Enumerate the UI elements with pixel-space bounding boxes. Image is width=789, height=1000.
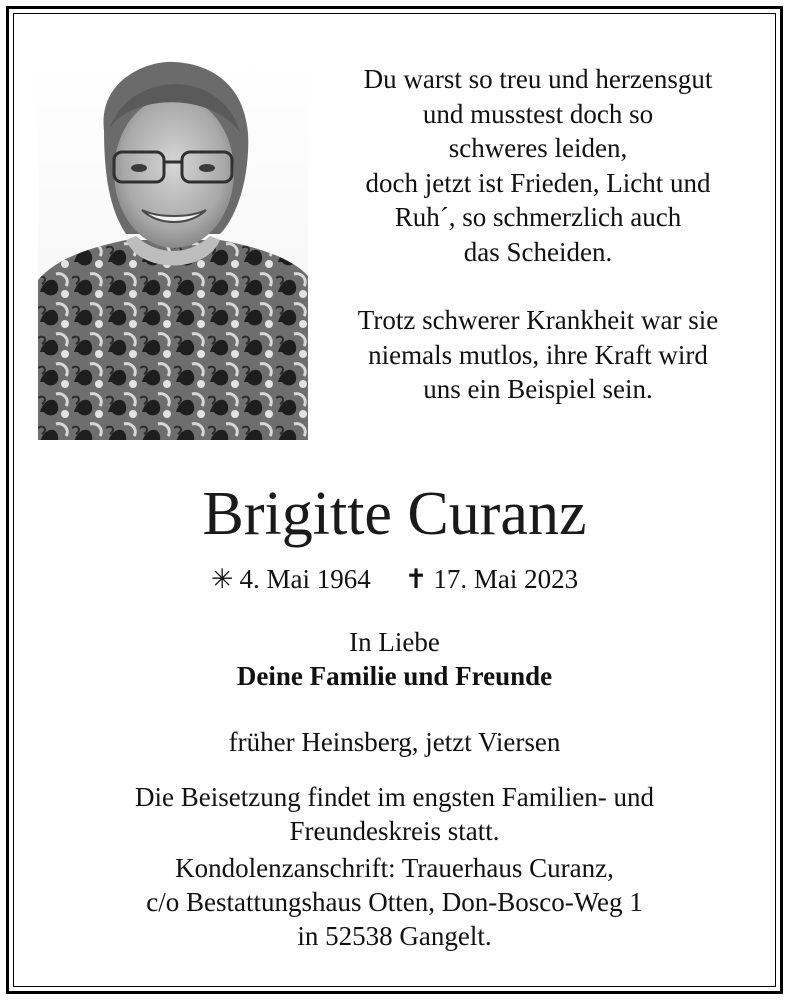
- poem-line: Ruh´, so schmerzlich auch: [394, 202, 682, 232]
- origin-text: [0, 725, 789, 759]
- address-line: in 52538 Gangelt.: [297, 921, 492, 951]
- poem-line: schweres leiden,: [448, 133, 628, 163]
- portrait-photo-icon: [38, 60, 308, 440]
- funeral-line: Freundeskreis statt.: [289, 816, 500, 846]
- poem-line: und musstest doch so: [422, 98, 654, 129]
- deceased-name: Brigitte Curanz: [202, 480, 587, 548]
- funeral-line: Die Beisetzung findet im engsten Familien- und: [135, 782, 654, 812]
- origin-line: früher Heinsberg, jetzt Viersen: [228, 727, 561, 757]
- birth-date: 4. Mai 1964: [239, 564, 371, 594]
- portrait-photo: [38, 60, 308, 440]
- life-dates: [0, 562, 789, 596]
- address-line: c/o Bestattungshaus Otten, Don-Bosco-Weg 1: [146, 887, 643, 917]
- poem-line: Trotz schwerer Krankheit war sie: [357, 305, 719, 335]
- poem-line: Du warst so treu und herzensgut: [363, 64, 713, 94]
- funeral-notice: [0, 780, 789, 848]
- poem-line: das Scheiden.: [463, 236, 613, 267]
- condolence-address: [0, 851, 789, 953]
- poem-line: doch jetzt ist Frieden, Licht und: [365, 167, 711, 198]
- signature-family: Deine Familie und Freunde: [236, 661, 553, 691]
- poem: [318, 62, 758, 407]
- death-date: 17. Mai 2023: [433, 564, 579, 594]
- poem-stanza-1: [318, 62, 758, 269]
- death-cross-icon: ✝: [404, 564, 428, 594]
- poem-line: niemals mutlos, ihre Kraft wird: [368, 339, 708, 370]
- poem-line: uns ein Beispiel sein.: [423, 374, 653, 404]
- birth-star-icon: ✳: [210, 564, 234, 594]
- signature: [0, 625, 789, 693]
- address-line: Kondolenzanschrift: Trauerhaus Curanz,: [175, 853, 614, 883]
- signature-intro: In Liebe: [349, 627, 440, 657]
- poem-stanza-2: [318, 303, 758, 407]
